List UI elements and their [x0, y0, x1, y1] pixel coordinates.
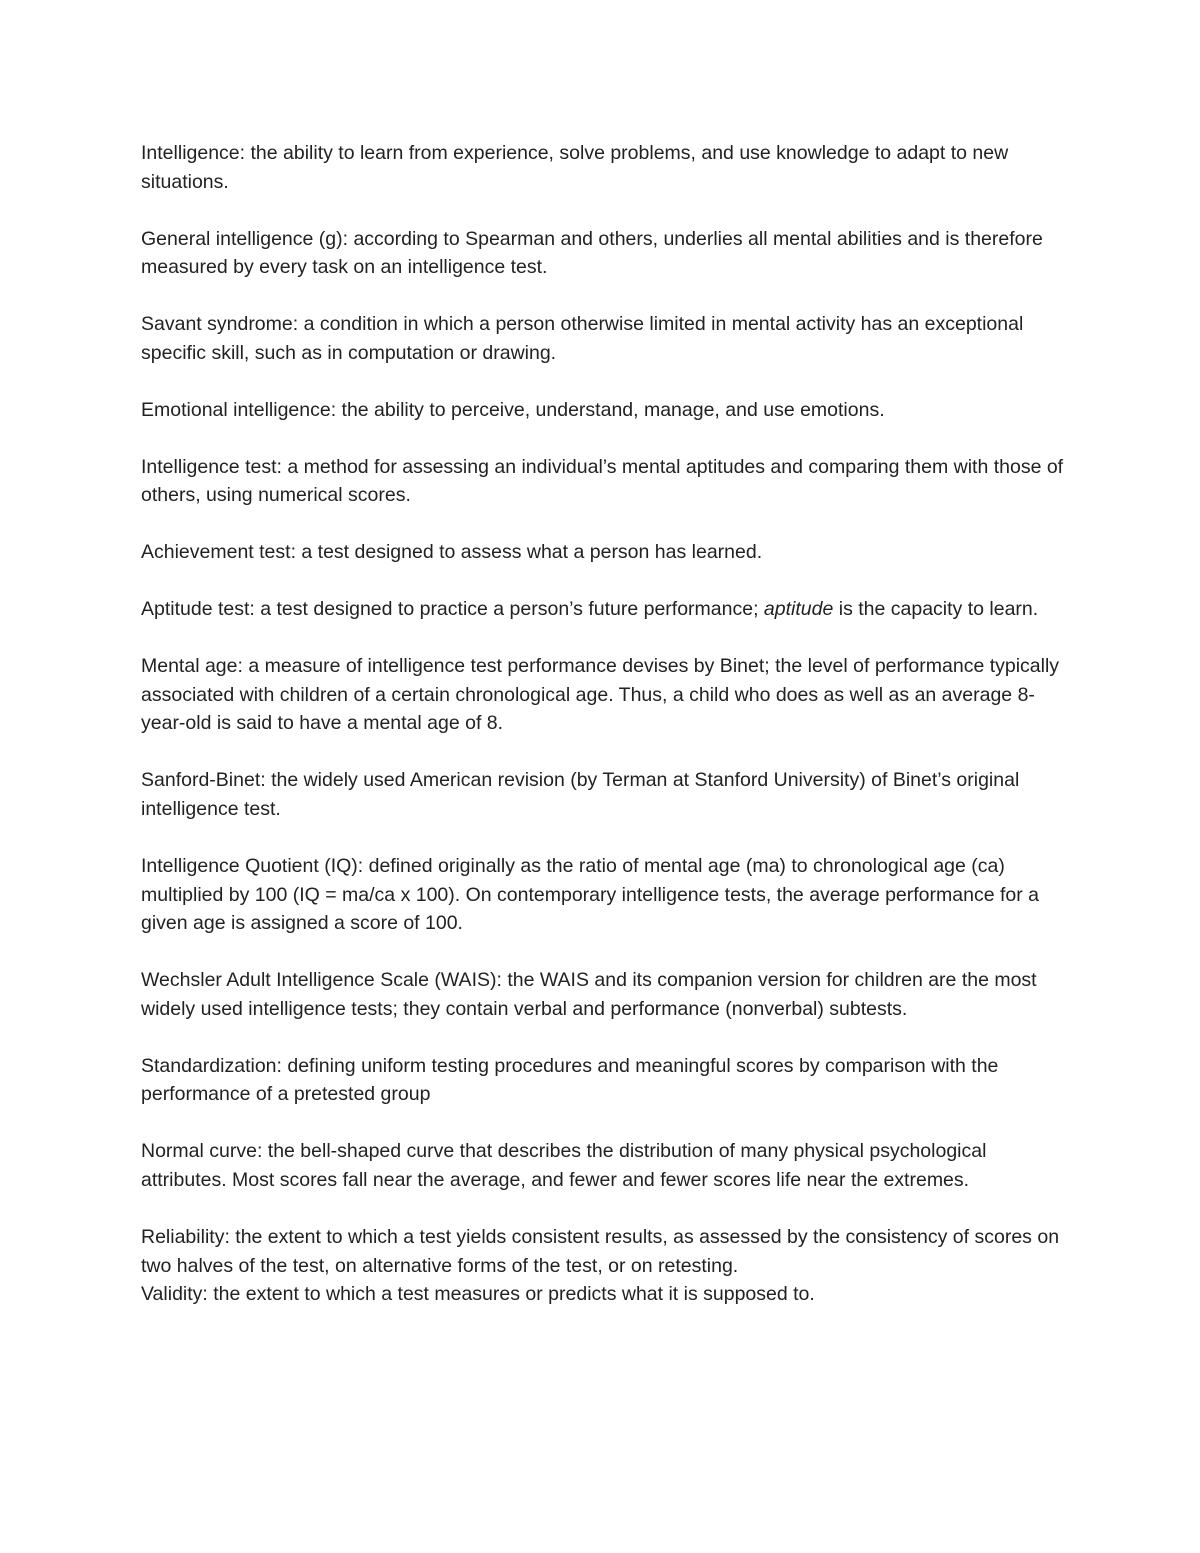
definition-general-intelligence: General intelligence (g): according to Spearman and others, underlies all mental abilities and is therefore measured by every task on an intelligence test.	[141, 227, 1043, 279]
definition-emotional-intelligence: Emotional intelligence: the ability to perceive, understand, manage, and use emotions.	[141, 398, 885, 421]
definition-intelligence: Intelligence: the ability to learn from experience, solve problems, and use knowledge to adapt to new situations.	[141, 142, 1009, 193]
definition-standardization: Standardization: defining uniform testing procedures and meaningful scores by comparison with the performance of a pretested group	[141, 1054, 999, 1106]
definition-wais: Wechsler Adult Intelligence Scale (WAIS): the WAIS and its companion version for children are the most widely used intelligence tests; they contain verbal and performance (nonverbal) subtests.	[141, 969, 1037, 1020]
definition-aptitude-test	[141, 595, 1071, 624]
definition-mental-age: Mental age: a measure of intelligence test performance devises by Binet; the level of performance typically associated with children of a certain chronological age. Thus, a child who does as well as an average 8-year-old is said to have a mental age of 8.	[141, 655, 1060, 735]
definition-achievement-test: Achievement test: a test designed to assess what a person has learned.	[141, 541, 763, 564]
definition-validity: Validity: the extent to which a test measures or predicts what it is supposed to.	[141, 1283, 815, 1306]
definition-intelligence-test: Intelligence test: a method for assessing an individual’s mental aptitudes and comparing them with those of others, using numerical scores.	[141, 455, 1064, 507]
definition-iq: Intelligence Quotient (IQ): defined originally as the ratio of mental age (ma) to chronological age (ca) multiplied by 100 (IQ = ma/ca x 100). On contemporary intelligence tests, the average performance for a given age is assigned a score of 100.	[141, 855, 1039, 935]
definition-normal-curve: Normal curve: the bell-shaped curve that describes the distribution of many physical psychological attributes. Most scores fall near the average, and fewer and fewer scores life near the extremes.	[141, 1140, 987, 1191]
document-body	[141, 139, 1071, 1309]
definition-sanford-binet: Sanford-Binet: the widely used American revision (by Terman at Stanford University) of Binet’s original intelligence test.	[141, 769, 1020, 821]
definition-reliability: Reliability: the extent to which a test yields consistent results, as assessed by the consistency of scores on two halves of the test, on alternative forms of the test, or on retesting.	[141, 1225, 1060, 1277]
aptitude-text-before: Aptitude test: a test designed to practice a person’s future performance;	[141, 598, 764, 621]
aptitude-italic-term: aptitude	[763, 598, 834, 621]
aptitude-text-after: is the capacity to learn.	[833, 598, 1039, 621]
definition-savant-syndrome: Savant syndrome: a condition in which a person otherwise limited in mental activity has an exceptional specific skill, such as in computation or drawing.	[141, 313, 1024, 364]
